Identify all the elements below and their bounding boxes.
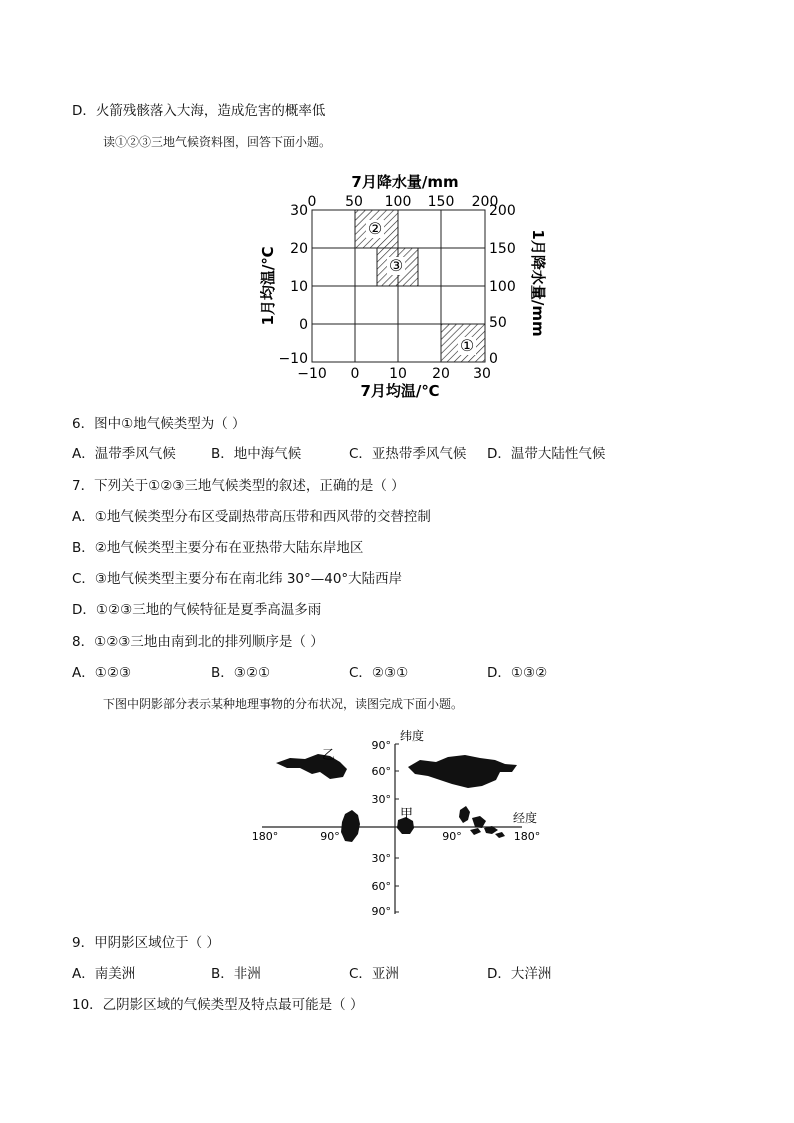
region-southeast-asia [459,806,470,823]
right-tick: 200 [489,203,516,219]
q7-option-b: B．②地气候类型主要分布在亚热带大陆东岸地区 [72,540,364,556]
q8-option-a: A．①②③ [72,665,132,681]
region-yi [276,754,347,779]
label-yi: 乙 [322,748,336,763]
intro-distribution-map: 下图中阴影部分表示某种地理事物的分布状况，读图完成下面小题。 [103,697,464,711]
q6-option-c: C．亚热带季风气候 [349,446,467,462]
top-tick: 0 [307,194,317,210]
area-3-label: ③ [388,256,404,275]
q9-option-c: C．亚洲 [349,966,399,982]
bottom-tick: −10 [297,366,327,382]
right-tick: 100 [489,279,516,295]
lon-tick: 90° [442,830,462,843]
lat-axis-title: 纬度 [400,729,425,743]
q8-option-b: B．③②① [211,665,271,681]
north-lat-tick: 90° [371,739,391,752]
left-tick: 0 [299,317,308,333]
q8-stem: 8．①②③三地由南到北的排列顺序是（ ） [72,634,324,650]
distribution-map [0,722,794,922]
south-lat-tick: 30° [371,852,391,865]
bottom-axis-title: 7月均温/℃ [360,382,440,400]
climate-data-chart [0,165,794,405]
left-tick: 20 [290,241,308,257]
q9-option-b: B．非洲 [211,966,261,982]
left-tick: −10 [278,351,308,367]
q7-option-a: A．①地气候类型分布区受副热带高压带和西风带的交替控制 [72,509,431,525]
lon-tick: 90° [320,830,340,843]
intro-climate-chart: 读①②③三地气候资料图，回答下面小题。 [103,135,332,149]
region-eurasia [408,755,517,788]
left-tick: 30 [290,203,308,219]
lon-tick: 180° [251,830,279,843]
lon-axis-title: 经度 [513,811,538,825]
area-1-label: ① [459,336,475,355]
q6-option-a: A．温带季风气候 [72,446,176,462]
top-axis-title: 7月降水量/mm [351,173,459,191]
q6-option-d: D．温带大陆性气候 [487,446,606,462]
q6-stem: 6．图中①地气候类型为（ ） [72,416,246,432]
q9-option-d: D．大洋洲 [487,966,552,982]
right-tick: 0 [489,351,498,367]
q5-option-d: D．火箭残骸落入大海，造成危害的概率低 [72,103,326,119]
q7-stem: 7．下列关于①②③三地气候类型的叙述，正确的是（ ） [72,478,405,494]
q8-option-d: D．①③② [487,665,548,681]
top-tick: 200 [471,194,499,210]
q9-option-a: A．南美洲 [72,966,136,982]
bottom-tick: 0 [350,366,360,382]
left-tick: 10 [290,279,308,295]
right-axis-title: 1月降水量/mm [529,229,547,337]
bottom-tick: 20 [432,366,450,382]
area-2-label: ② [367,219,383,238]
top-tick: 100 [384,194,412,210]
q9-stem: 9．甲阴影区域位于（ ） [72,935,220,951]
q6-option-b: B．地中海气候 [211,446,302,462]
top-tick: 50 [345,194,363,210]
top-tick: 150 [427,194,455,210]
bottom-tick: 10 [389,366,407,382]
north-lat-tick: 30° [371,793,391,806]
region-south-america [341,810,360,842]
left-axis-title: 1月均温/℃ [259,246,277,326]
q8-option-c: C．②③① [349,665,409,681]
bottom-tick: 30 [473,366,491,382]
q10-stem: 10．乙阴影区域的气候类型及特点最可能是（ ） [72,997,364,1013]
label-jia: 甲 [400,807,414,822]
q7-option-d: D．①②③三地的气候特征是夏季高温多雨 [72,602,322,618]
right-tick: 50 [489,315,507,331]
q7-option-c: C．③地气候类型主要分布在南北纬 30°—40°大陆西岸 [72,571,403,587]
north-lat-tick: 60° [371,765,391,778]
lon-tick: 180° [513,830,541,843]
right-tick: 150 [489,241,516,257]
south-lat-tick: 90° [371,905,391,918]
south-lat-tick: 60° [371,880,391,893]
